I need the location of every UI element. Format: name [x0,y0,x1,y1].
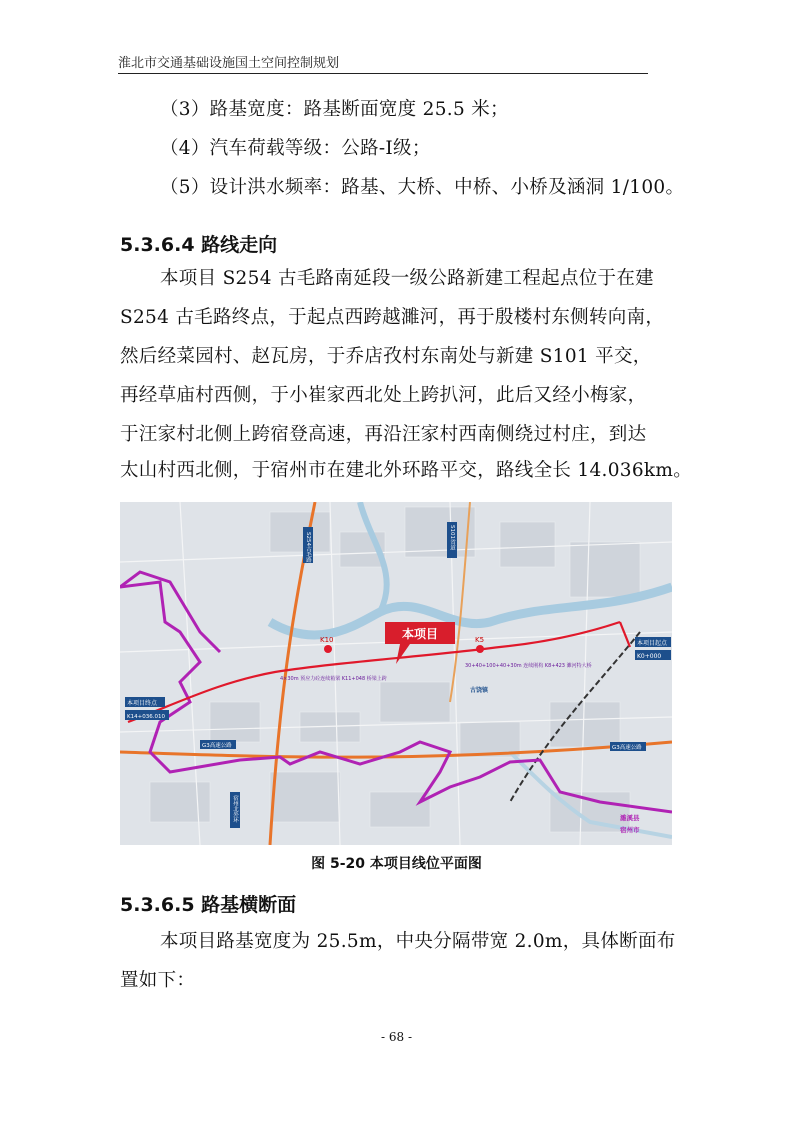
body-line: 本项目 S254 古毛路南延段一级公路新建工程起点位于在建 [160,268,654,289]
body-line: 本项目路基宽度为 25.5m，中央分隔带宽 2.0m，具体断面布 [160,931,676,952]
area-label: 宿州市 [620,826,640,834]
header-rule [118,73,648,74]
bridge-left-label: 4×30m 预应力砼连续箱梁 K11+048 桥梁上跨 [280,676,387,682]
town-label: 古饶镇 [470,687,489,694]
k10-label: K10 [320,636,334,644]
list-item: （5）设计洪水频率：路基、大桥、中桥、小桥及涵洞 1/100。 [160,177,685,198]
section-heading: 5.3.6.5 路基横断面 [120,894,297,916]
end-chainage-label: K14+036.010 [127,714,165,720]
start-chainage-label: K0+000 [637,653,662,660]
running-header: 淮北市交通基础设施国土空间控制规划 [118,56,340,71]
k5-label: K5 [475,636,485,644]
section-heading: 5.3.6.4 路线走向 [120,234,278,256]
road-south-label: 宿州北外环 [232,795,238,823]
start-name-label: 本项目起点 [637,640,668,647]
route-plan-map [120,502,672,845]
road-north-label: S254古毛路 [305,532,311,563]
figure-caption: 图 5-20 本项目线位平面图 [311,856,482,872]
body-line: S254 古毛路终点，于起点西跨越濉河，再于殷楼村东侧转向南， [120,307,665,328]
body-line: 然后经菜园村、赵瓦房，于乔店孜村东南处与新建 S101 平交， [120,346,652,367]
body-line: 置如下： [120,970,196,991]
area-label: 濉溪县 [620,814,640,822]
end-name-label: 本项目终点 [127,700,158,707]
body-line: 太山村西北侧，于宿州市在建北外环路平交，路线全长 14.036km。 [120,460,693,481]
road-east-label: S101省道 [449,525,455,550]
expressway-label: G3高速公路 [612,745,642,751]
page-number: - 68 - [380,1030,412,1044]
callout-label: 本项目 [401,627,439,641]
bridge-right-label: 30+40+100+40+30m 连续刚构 K8+423 濉河特大桥 [465,663,592,669]
body-line: 再经草庙村西侧，于小崔家西北处上跨扒河，此后又经小梅家， [120,385,647,406]
expressway-label: G3高速公路 [202,743,232,749]
list-item: （3）路基宽度：路基断面宽度 25.5 米； [160,99,509,120]
body-line: 于汪家村北侧上跨宿登高速，再沿汪家村西南侧绕过村庄，到达 [120,424,647,445]
list-item: （4）汽车荷载等级：公路-Ⅰ级； [160,138,431,159]
